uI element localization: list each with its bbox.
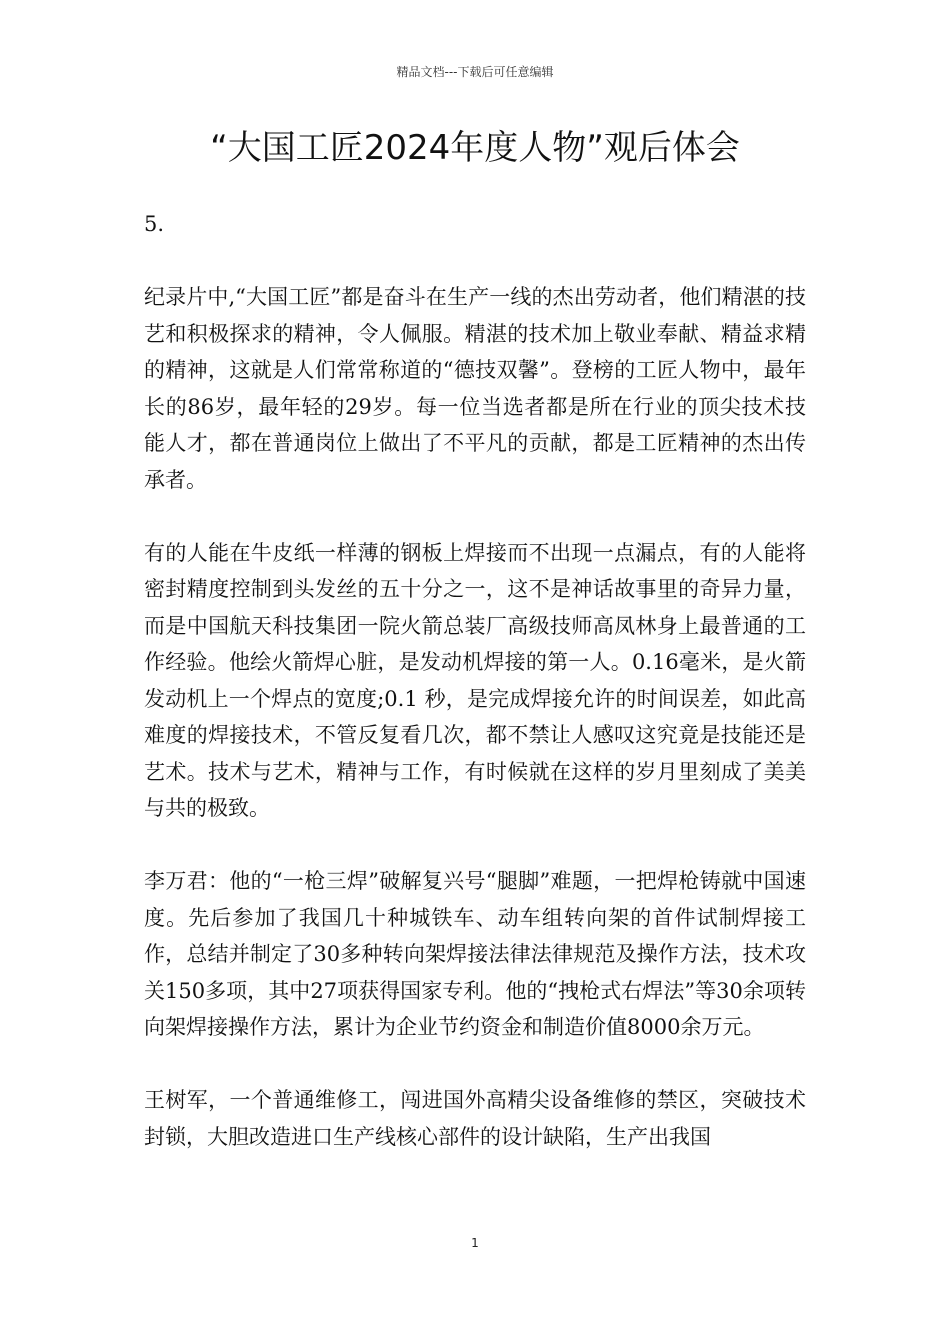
paragraph-wang-shujun: 王树军，一个普通维修工，闯进国外高精尖设备维修的禁区，突破技术封锁，大胆改造进口生产线核心部件的设计缺陷，生产出我国	[144, 1088, 806, 1149]
paragraph-li-wanjun: 李万君：他的“一枪三焊”破解复兴号“腿脚”难题，一把焊枪铸就中国速度。先后参加了我国几十种城铁车、动车组转向架的首件试制焊接工作，总结并制定了30多种转向架焊接法律法律规范及操作方法，技术攻关150多项，其中27项获得国家专利。他的“拽枪式右焊法”等30余项转向架焊接操作方法，累计为企业节约资金和制造价值8000余万元。	[144, 869, 806, 1039]
document-title: “大国工匠2024年度人物”观后体会	[210, 128, 740, 168]
document-body	[144, 206, 806, 1192]
page-header: 精品文档---下载后可任意编辑	[396, 65, 554, 79]
paragraph-number: 5.	[144, 212, 165, 236]
paragraph-gao-fenglin: 有的人能在牛皮纸一样薄的钢板上焊接而不出现一点漏点，有的人能将密封精度控制到头发丝的五十分之一，这不是神话故事里的奇异力量，而是中国航天科技集团一院火箭总装厂高级技师高凤林身上最普通的工作经验。他绘火箭焊心脏，是发动机焊接的第一人。0.16毫米，是火箭发动机上一个焊点的宽度;0.1 秒，是完成焊接允许的时间误差，如此高难度的焊接技术，不管反复看几次，都不禁让人感叹这究竟是技能还是艺术。技术与艺术，精神与工作，有时候就在这样的岁月里刻成了美美与共的极致。	[144, 540, 806, 820]
paragraph-intro: 纪录片中,“大国工匠”都是奋斗在生产一线的杰出劳动者，他们精湛的技艺和积极探求的精神，令人佩服。精湛的技术加上敬业奉献、精益求精的精神，这就是人们常常称道的“德技双馨”。登榜的工匠人物中，最年长的86岁，最年轻的29岁。每一位当选者都是所在行业的顶尖技术技能人才，都在普通岗位上做出了不平凡的贡献，都是工匠精神的杰出传承者。	[144, 285, 806, 492]
page-number: 1	[471, 1236, 479, 1250]
